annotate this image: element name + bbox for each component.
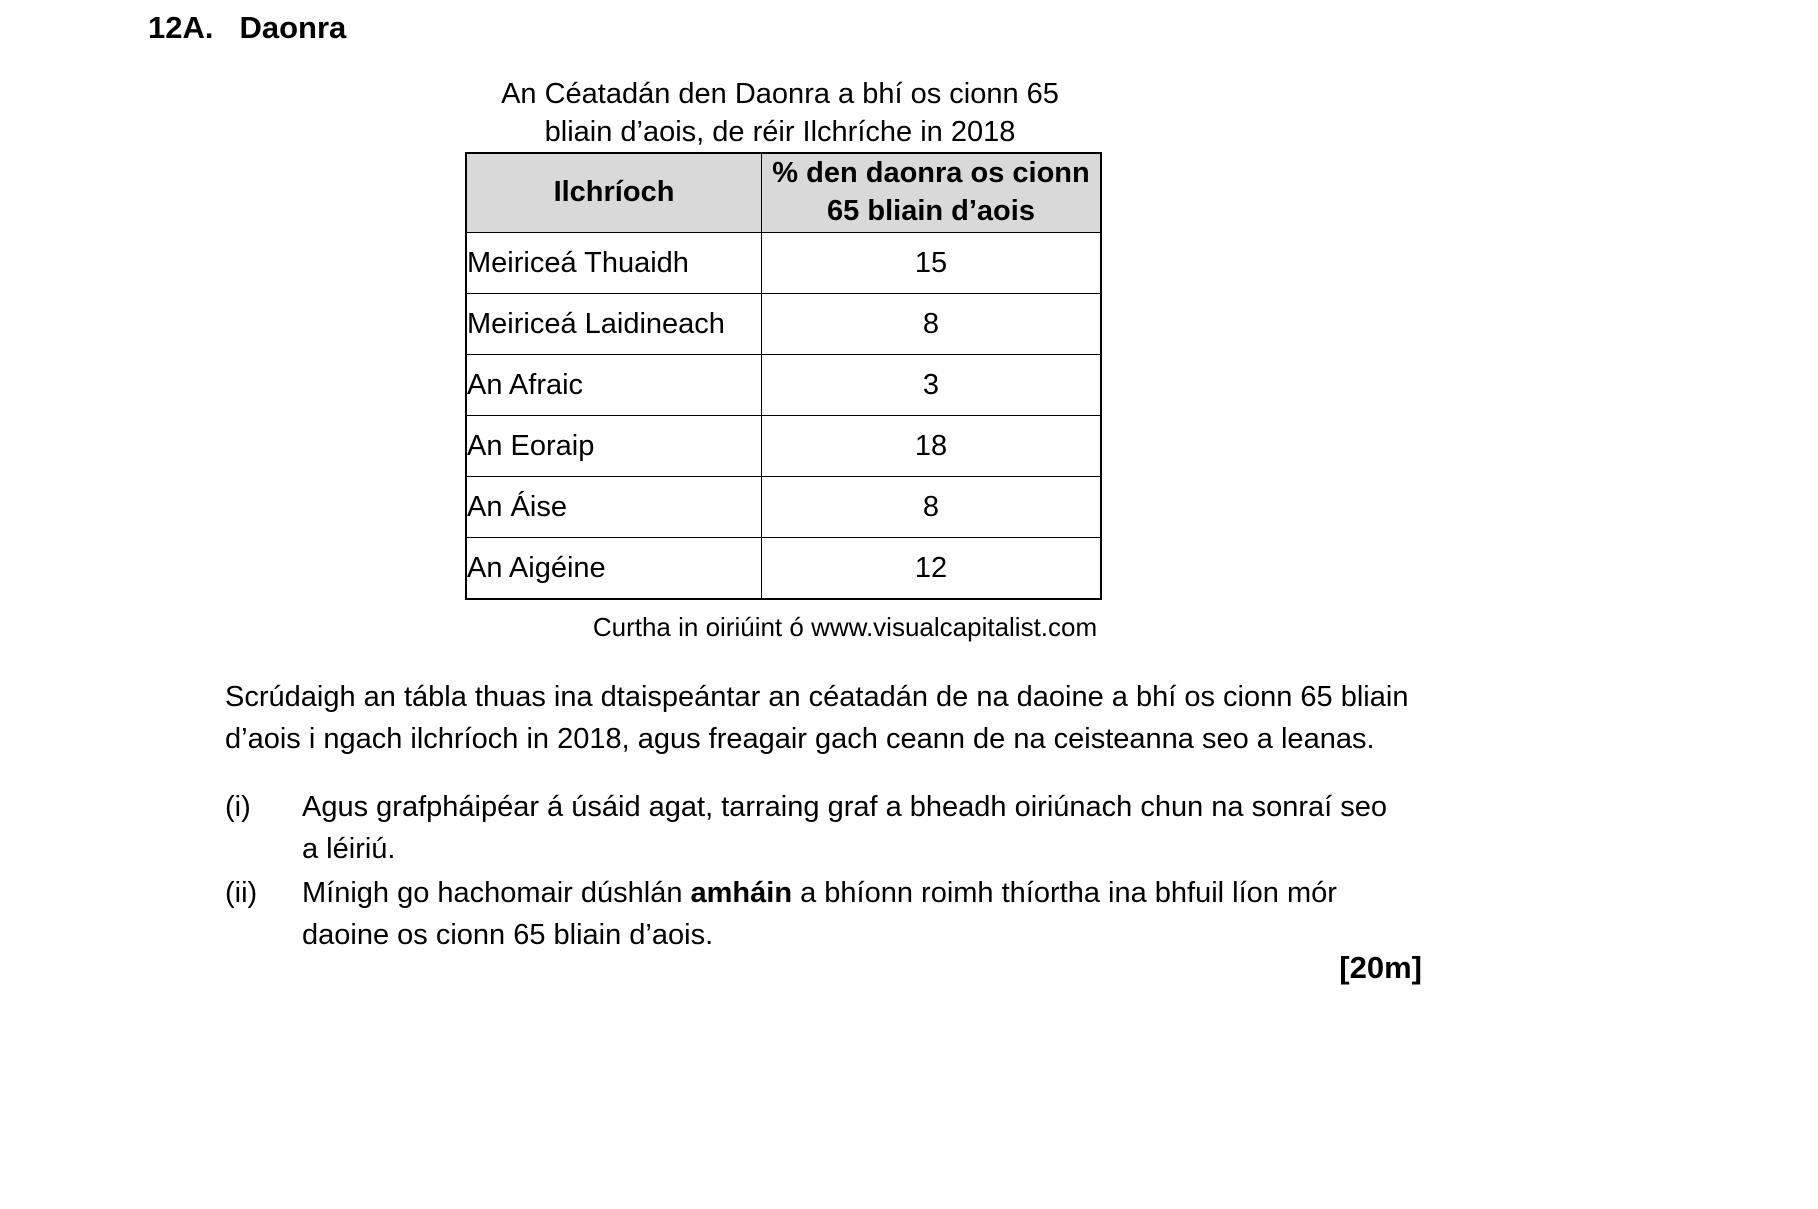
table-row	[466, 233, 1101, 294]
continent-cell: An Aigéine	[466, 538, 762, 600]
value-cell: 15	[762, 233, 1102, 294]
table-row	[466, 294, 1101, 355]
item-ii-bold-word: amháin	[690, 877, 793, 909]
item-i-label: (i)	[225, 791, 251, 823]
continent-cell: An Afraic	[466, 355, 762, 416]
continent-cell: An Eoraip	[466, 416, 762, 477]
table-row	[466, 416, 1101, 477]
table-row	[466, 477, 1101, 538]
header-continent: Ilchríoch	[466, 153, 762, 233]
table-header-row	[466, 153, 1101, 233]
question-header	[148, 10, 346, 46]
table-row	[466, 538, 1101, 600]
intro-paragraph: Scrúdaigh an tábla thuas ina dtaispeántar an céatadán de na daoine a bhí os cionn 65 bliain d’aois i ngach ilchríoch in 2018, agus freagair gach ceann de na ceisteanna seo a leanas.	[225, 681, 1409, 756]
question-number: 12A.	[148, 10, 214, 45]
value-cell: 18	[762, 416, 1102, 477]
list-item-i	[225, 786, 1400, 870]
source-attribution: Curtha in oiriúint ó www.visualcapitalist.com	[592, 612, 1098, 642]
list-item-ii	[225, 872, 1400, 956]
table-row	[466, 355, 1101, 416]
header-percent-over-65: % den daonra os cionn 65 bliain d’aois	[762, 153, 1102, 233]
population-table	[465, 152, 1102, 600]
data-table-container	[465, 152, 1102, 600]
item-ii-text	[302, 872, 1400, 956]
value-cell: 8	[762, 477, 1102, 538]
value-cell: 3	[762, 355, 1102, 416]
question-topic: Daonra	[239, 10, 347, 45]
table-title-line1: An Céatadán den Daonra a bhí os cionn 65	[501, 78, 1059, 110]
item-ii-text-before: Mínigh go hachomair dúshlán	[302, 877, 691, 909]
marks-label: [20m]	[1339, 950, 1422, 985]
continent-cell: Meiriceá Laidineach	[466, 294, 762, 355]
value-cell: 12	[762, 538, 1102, 600]
table-title-line2: bliain d’aois, de réir Ilchríche in 2018	[544, 115, 1016, 148]
continent-cell: Meiriceá Thuaidh	[466, 233, 762, 294]
value-cell: 8	[762, 294, 1102, 355]
item-i-text: Agus grafpháipéar á úsáid agat, tarraing graf a bheadh oiriúnach chun na sonraí seo a léiriú.	[302, 791, 1388, 866]
continent-cell: An Áise	[466, 477, 762, 538]
item-ii-label: (ii)	[225, 877, 258, 909]
item-ii-text-after: a bhíonn roimh thíortha ina bhfuil líon mór daoine os cionn 65 bliain d’aois.	[302, 877, 1337, 952]
table-title	[380, 76, 1180, 151]
